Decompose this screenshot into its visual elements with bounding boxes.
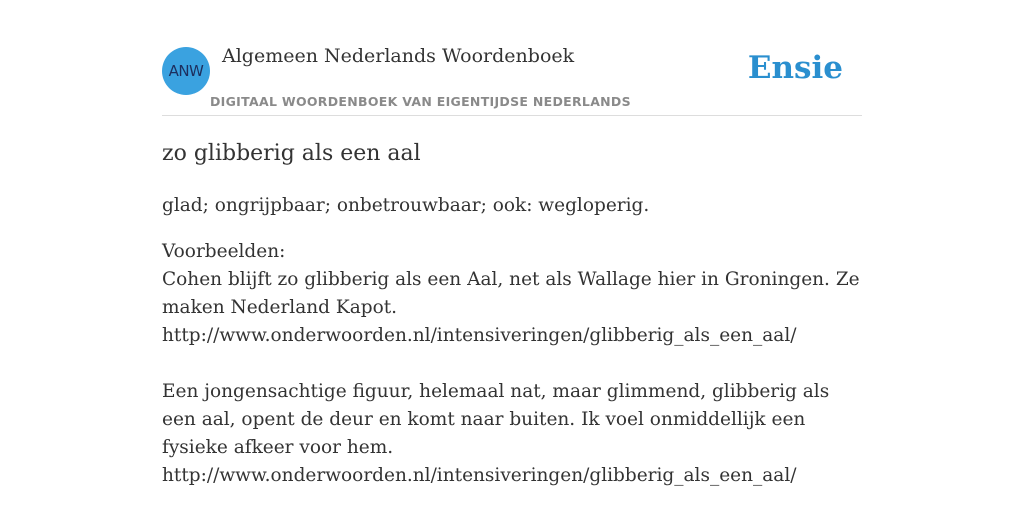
- example-text: Cohen blijft zo glibberig als een Aal, net als Wallage hier in Groningen. Ze maken Nederland Kapot.: [162, 269, 860, 318]
- example-source: http://www.onderwoorden.nl/intensiveringen/glibberig_als_een_aal/: [162, 325, 797, 346]
- examples-section: [162, 238, 862, 518]
- site-title[interactable]: Algemeen Nederlands Woordenboek: [222, 45, 575, 67]
- anw-logo[interactable]: ANW: [162, 47, 210, 95]
- site-subtitle: DIGITAAL WOORDENBOEK VAN EIGENTIJDSE NEDERLANDS: [210, 94, 631, 109]
- entry-definition: glad; ongrijpbaar; onbetrouwbaar; ook: wegloperig.: [162, 195, 650, 216]
- entry-term: zo glibberig als een aal: [162, 141, 421, 166]
- page-container: [162, 0, 862, 486]
- example-text: Een jongensachtige figuur, helemaal nat, maar glimmend, glibberig als een aal, opent de deur en komt naar buiten. Ik voel onmiddellijk een fysieke afkeer voor hem.: [162, 381, 830, 458]
- example-source: http://www.onderwoorden.nl/intensiveringen/glibberig_als_een_aal/: [162, 465, 797, 486]
- example-item: [162, 378, 862, 490]
- site-header: [162, 0, 862, 116]
- example-item: [162, 266, 862, 350]
- ensie-brand-link[interactable]: Ensie: [747, 50, 843, 86]
- examples-label: Voorbeelden:: [162, 241, 286, 262]
